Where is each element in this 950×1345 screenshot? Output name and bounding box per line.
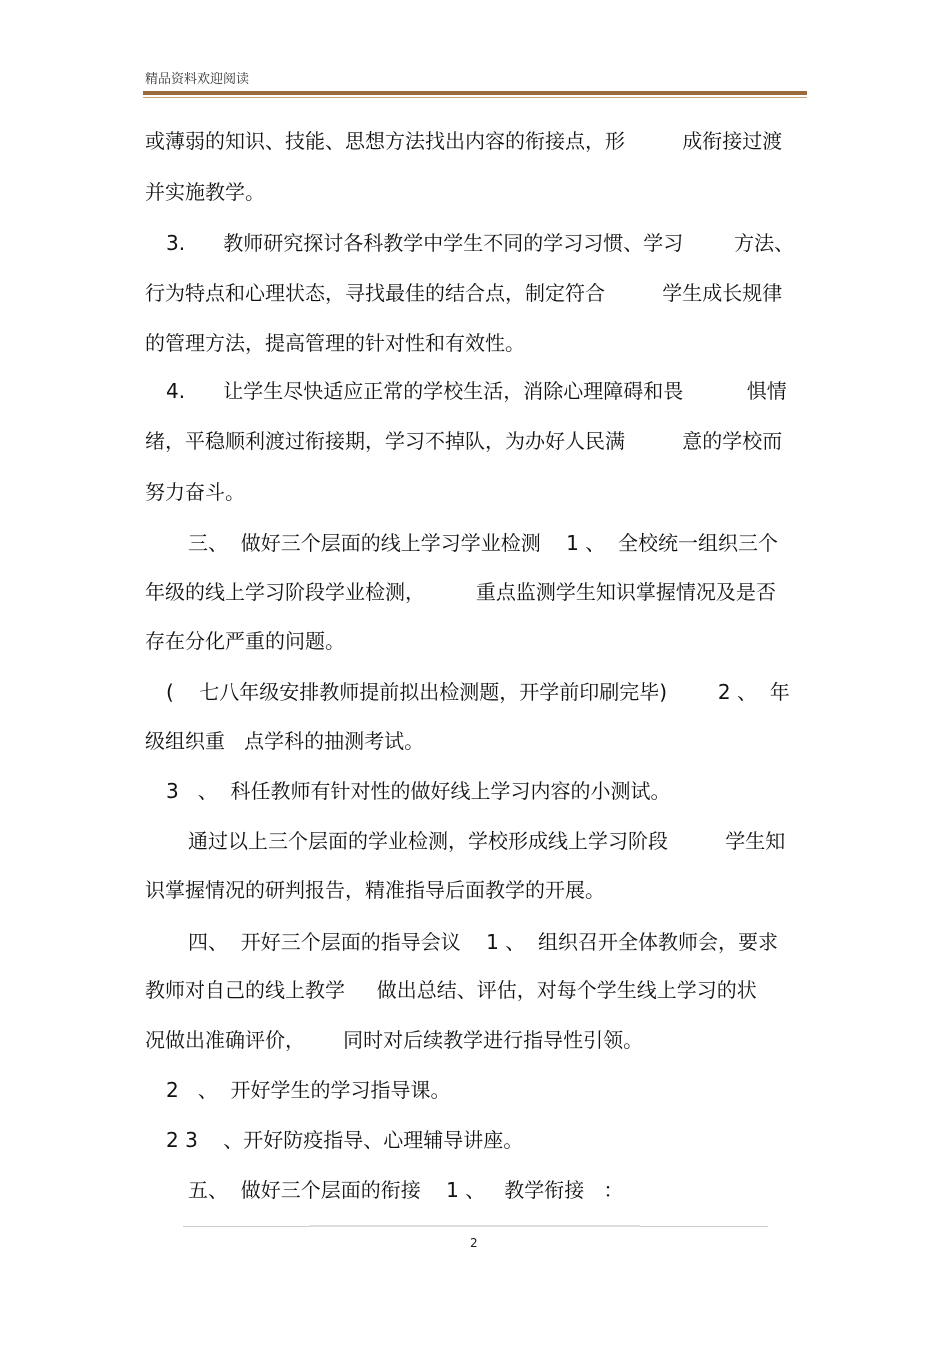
text-line: 或薄弱的知识、技能、思想方法找出内容的衔接点，形 成衔接过渡 <box>145 129 783 153</box>
text-line: 绪，平稳顺利渡过衔接期，学习不掉队，为办好人民满 意的学校而 <box>145 429 783 453</box>
text-line: 的管理方法，提高管理的针对性和有效性。 <box>145 331 525 355</box>
header-rule-thin <box>143 97 807 98</box>
text-line: 教师对自己的线上教学 做出总结、评估，对每个学生线上学习的状 <box>145 978 757 1002</box>
text-line: 并实施教学。 <box>145 180 265 204</box>
text-line: ( 七八年级安排教师提前拟出检测题，开学前印刷完毕) 2 、 年 <box>166 680 790 704</box>
header-rule-thick <box>143 91 807 95</box>
text-line: 努力奋斗。 <box>145 480 245 504</box>
text-line: 识掌握情况的研判报告，精准指导后面教学的开展。 <box>145 878 605 902</box>
text-line: 三、 做好三个层面的线上学习学业检测 1 、 全校统一组织三个 <box>188 531 778 555</box>
text-line: 2 3 、开好防疫指导、心理辅导讲座。 <box>166 1128 524 1152</box>
text-line: 行为特点和心理状态，寻找最佳的结合点，制定符合 学生成长规律 <box>145 281 783 305</box>
text-line: 2 、 开好学生的学习指导课。 <box>166 1078 451 1102</box>
text-line: 存在分化严重的问题。 <box>145 629 345 653</box>
text-line: 3. 教师研究探讨各科教学中学生不同的学习习惯、学习 方法、 <box>166 231 795 255</box>
text-line: 通过以上三个层面的学业检测，学校形成线上学习阶段 学生知 <box>188 829 786 853</box>
text-line: 级组织重 点学科的抽测考试。 <box>145 729 425 753</box>
text-line: 3 、 科任教师有针对性的做好线上学习内容的小测试。 <box>166 779 671 803</box>
footer-rule-accent <box>310 1225 640 1227</box>
text-line: 4. 让学生尽快适应正常的学校生活，消除心理障碍和畏 惧情 <box>166 379 787 403</box>
text-line: 五、 做好三个层面的衔接 1 、 教学衔接 ： <box>188 1178 624 1202</box>
header-label: 精品资料欢迎阅读 <box>145 72 250 87</box>
text-line: 年级的线上学习阶段学业检测， 重点监测学生知识掌握情况及是否 <box>145 580 776 604</box>
page-number: 2 <box>470 1236 478 1250</box>
text-line: 四、 开好三个层面的指导会议 1 、 组织召开全体教师会，要求 <box>188 930 778 954</box>
text-line: 况做出准确评价， 同时对后续教学进行指导性引领。 <box>145 1028 644 1052</box>
